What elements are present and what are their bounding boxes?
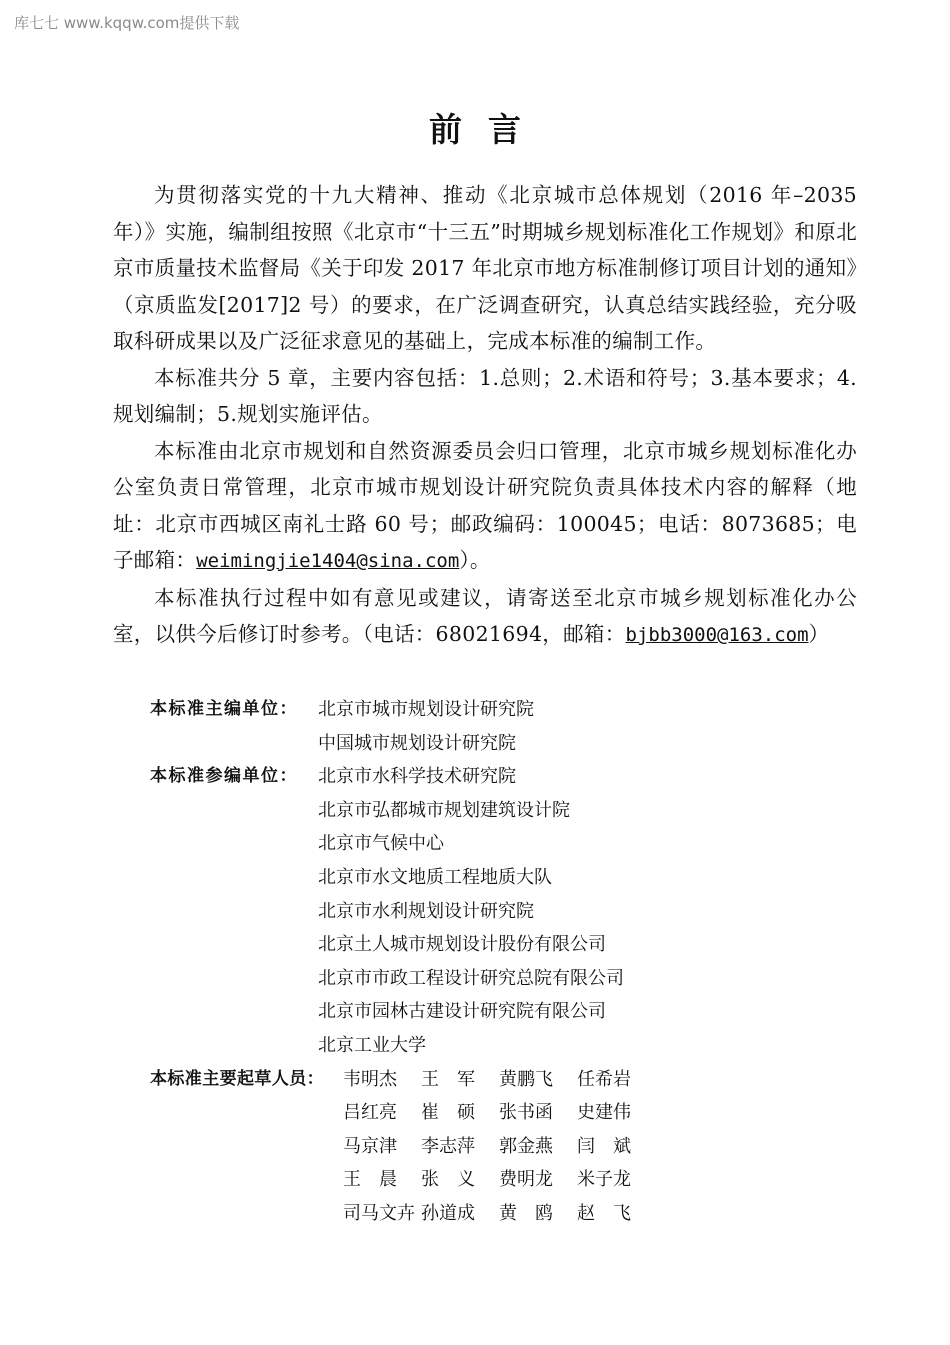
label-spacer — [150, 1096, 343, 1130]
drafter-row — [150, 1063, 655, 1097]
preface-body — [113, 177, 857, 654]
drafter-name: 郭金燕 — [499, 1135, 553, 1157]
drafter-name: 韦明杰 — [343, 1068, 397, 1090]
participating-unit-item: 北京土人城市规划设计股份有限公司 — [318, 934, 606, 956]
paragraph-3 — [113, 433, 857, 580]
participating-unit-item: 北京市水文地质工程地质大队 — [318, 866, 552, 888]
drafter-name: 史建伟 — [577, 1102, 631, 1124]
chief-unit-row — [150, 727, 655, 761]
label-spacer — [150, 1163, 343, 1197]
participating-unit-row — [150, 1029, 655, 1063]
drafter-name: 王 晨 — [343, 1169, 397, 1191]
drafter-name: 闫 斌 — [577, 1135, 631, 1157]
label-spacer — [150, 794, 318, 828]
participating-unit-item: 北京市气候中心 — [318, 833, 444, 855]
drafter-name: 王 军 — [421, 1068, 475, 1090]
paragraph-1: 为贯彻落实党的十九大精神、推动《北京城市总体规划（2016 年–2035 年）》实施，编制组按照《北京市“十三五”时期城乡规划标准化工作规划》和原北京市质量技术监督局《关于印发 2017 年北京市地方标准制修订项目计划的通知》（京质监发[2017]2 号）的要求，在广泛调查研究，认真总结实践经验，充分吸取科研成果以及广泛征求意见的基础上，完成本标准的编制工作。 — [113, 183, 857, 353]
drafter-name: 米子龙 — [577, 1169, 631, 1191]
drafter-name: 吕红亮 — [343, 1102, 397, 1124]
drafter-name: 马京津 — [343, 1135, 397, 1157]
paragraph-4 — [113, 580, 857, 654]
drafter-name: 张书函 — [499, 1102, 553, 1124]
drafters-label: 本标准主要起草人员： — [150, 1068, 324, 1089]
participating-unit-row — [150, 895, 655, 929]
participating-unit-item: 北京市园林古建设计研究院有限公司 — [318, 1001, 606, 1023]
label-spacer — [150, 928, 318, 962]
label-spacer — [150, 1029, 318, 1063]
paragraph-4-text: 本标准执行过程中如有意见或建议，请寄送至北京市城乡规划标准化办公室，以供今后修订时参考。（电话：68021694，邮箱： — [113, 585, 857, 646]
participating-unit-row — [150, 861, 655, 895]
participating-unit-item: 北京市弘都城市规划建筑设计院 — [318, 799, 570, 821]
drafter-row — [150, 1197, 655, 1231]
participating-unit-row — [150, 928, 655, 962]
participating-unit-row — [150, 827, 655, 861]
paragraph-3-end: ）。 — [459, 548, 491, 572]
label-spacer — [150, 995, 318, 1029]
label-spacer — [150, 1130, 343, 1164]
drafter-name: 孙道成 — [421, 1202, 475, 1224]
drafter-name: 黄 鸥 — [499, 1202, 553, 1224]
label-spacer — [150, 827, 318, 861]
units-section — [150, 693, 655, 1231]
participating-unit-item: 北京工业大学 — [318, 1034, 426, 1056]
drafter-row — [150, 1130, 655, 1164]
paragraph-2: 本标准共分 5 章，主要内容包括：1.总则；2.术语和符号；3.基本要求；4.规划编制；5.规划实施评估。 — [113, 365, 857, 426]
paragraph-4-end: ） — [808, 622, 830, 646]
watermark: 库七七 www.kqqw.com提供下载 — [14, 14, 240, 32]
drafter-name: 赵 飞 — [577, 1202, 631, 1224]
drafter-name: 任希岩 — [577, 1068, 631, 1090]
drafter-name: 张 义 — [421, 1169, 475, 1191]
drafter-name: 李志萍 — [421, 1135, 475, 1157]
participating-unit-row — [150, 760, 655, 794]
drafter-row — [150, 1096, 655, 1130]
drafter-name: 黄鹏飞 — [499, 1068, 553, 1090]
participating-unit-row — [150, 962, 655, 996]
chief-unit-item: 北京市城市规划设计研究院 — [318, 699, 534, 720]
feedback-email-link[interactable]: bjbb3000@163.com — [625, 624, 809, 646]
participating-unit-item: 北京市水利规划设计研究院 — [318, 900, 534, 922]
participating-unit-row — [150, 995, 655, 1029]
contact-email-link[interactable]: weimingjie1404@sina.com — [196, 550, 460, 572]
participating-unit-row — [150, 794, 655, 828]
participating-unit-item: 北京市水科学技术研究院 — [318, 766, 516, 788]
drafter-name: 崔 硕 — [421, 1102, 475, 1124]
label-spacer — [150, 962, 318, 996]
participating-unit-item: 北京市市政工程设计研究总院有限公司 — [318, 967, 624, 989]
chief-unit-row — [150, 693, 655, 727]
label-spacer — [150, 1197, 343, 1231]
drafter-row — [150, 1163, 655, 1197]
paragraph-3-text: 本标准由北京市规划和自然资源委员会归口管理，北京市城乡规划标准化办公室负责日常管理，北京市城市规划设计研究院负责具体技术内容的解释（地址：北京市西城区南礼士路 60 号；邮政编码：100045；电话：8073685；电子邮箱： — [113, 438, 857, 572]
drafter-name: 司马文卉 — [343, 1202, 415, 1224]
label-spacer — [150, 895, 318, 929]
page-title: 前言 — [429, 110, 547, 149]
label-spacer — [150, 861, 318, 895]
drafter-name: 费明龙 — [499, 1169, 553, 1191]
chief-units-label: 本标准主编单位： — [150, 699, 298, 719]
label-spacer — [150, 727, 318, 761]
chief-unit-item: 中国城市规划设计研究院 — [318, 732, 516, 754]
participating-units-label: 本标准参编单位： — [150, 766, 298, 787]
